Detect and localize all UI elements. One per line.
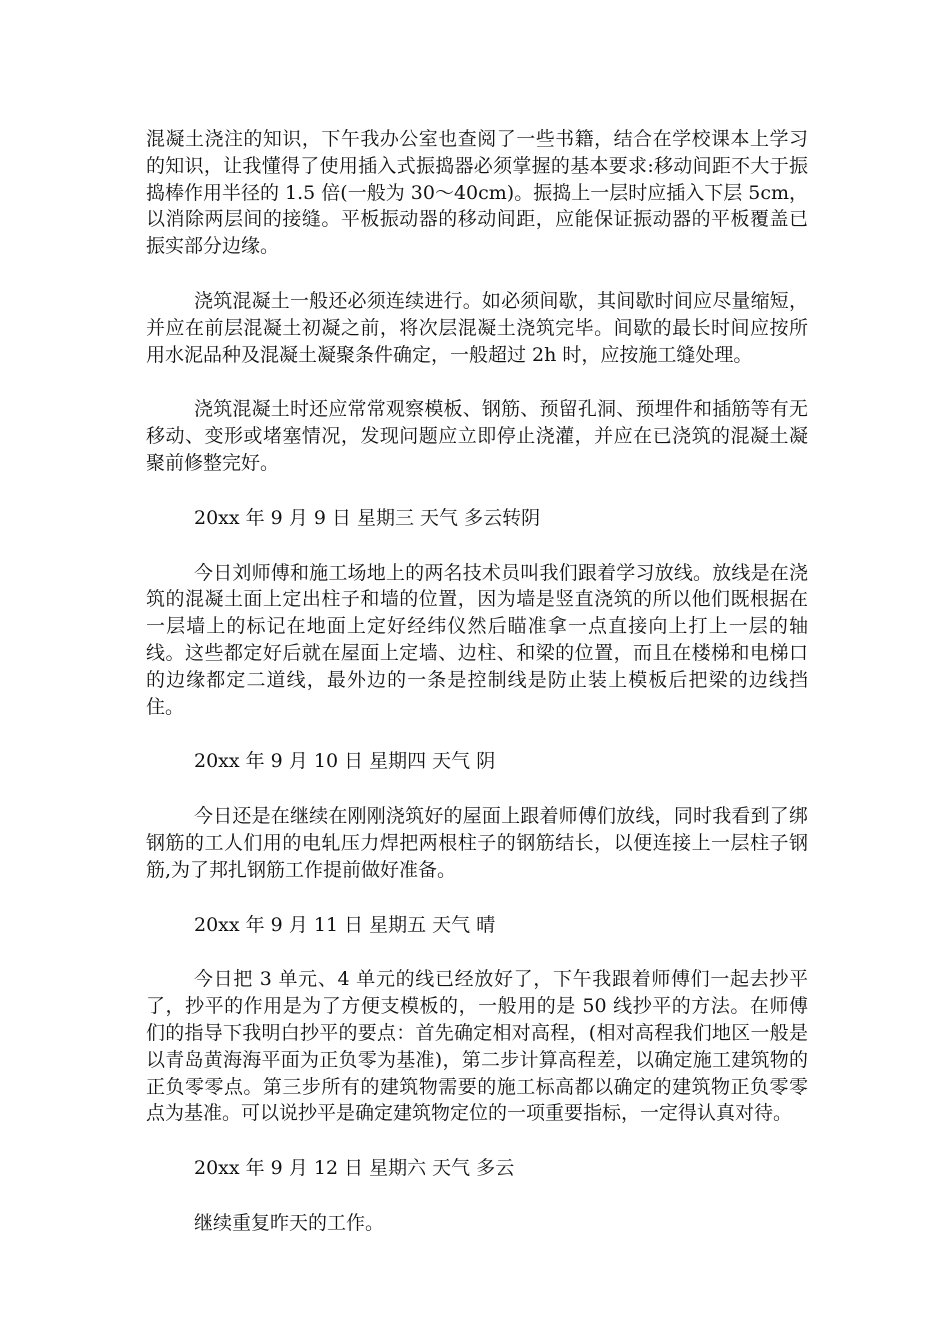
entry-body-sep-12: 继续重复昨天的工作。	[194, 1211, 385, 1234]
entry-body-sep-11: 今日把 3 单元、4 单元的线已经放好了，下午我跟着师傅们一起去抄平了，抄平的作用是为了方便支模板的，一般用的是 50 线抄平的方法。在师傅们的指导下我明白抄平的要点：首先确定相对高程，(相对高程我们地区一般是以青岛黄海海平面为正负零为基准)，第二步计算高程差，以确定施工建筑物的正负零零点。第三步所有的建筑物需要的施工标高都以确定的建筑物正负零零点为基准。可以说抄平是确定建筑物定位的一项重要指标，一定得认真对待。	[146, 968, 808, 1125]
paragraph-concrete-vibration: 混凝土浇注的知识，下午我办公室也查阅了一些书籍，结合在学校课本上学习的知识，让我懂得了使用插入式振捣器必须掌握的基本要求:移动间距不大于振捣棒作用半径的 1.5 倍(一般为 30～40cm)。振捣上一层时应插入下层 5cm，以消除两层间的接缝。平板振动器的移动间距，应能保证振动器的平板覆盖已振实部分边缘。	[146, 128, 808, 258]
entry-date-sep-10: 20xx 年 9 月 10 日 星期四 天气 阴	[194, 750, 496, 773]
document-page	[146, 126, 808, 1237]
entry-body-sep-10: 今日还是在继续在刚刚浇筑好的屋面上跟着师傅们放线，同时我看到了绑钢筋的工人们用的电轧压力焊把两根柱子的钢筋结长，以便连接上一层柱子钢筋,为了邦扎钢筋工作提前做好准备。	[146, 805, 808, 881]
paragraph-continuous-pouring: 浇筑混凝土一般还必须连续进行。如必须间歇，其间歇时间应尽量缩短，并应在前层混凝土初凝之前，将次层混凝土浇筑完毕。间歇的最长时间应按所用水泥品种及混凝土凝聚条件确定，一般超过 2h 时，应按施工缝处理。	[146, 289, 808, 366]
entry-body-sep-9: 今日刘师傅和施工场地上的两名技术员叫我们跟着学习放线。放线是在浇筑的混凝土面上定出柱子和墙的位置，因为墙是竖直浇筑的所以他们既根据在一层墙上的标记在地面上定好经纬仪然后瞄准拿一点直接向上打上一层的轴线。这些都定好后就在屋面上定墙、边柱、和梁的位置，而且在楼梯和电梯口的边缘都定二道线，最外边的一条是控制线是防止装上模板后把梁的边线挡住。	[146, 561, 808, 718]
entry-date-sep-12: 20xx 年 9 月 12 日 星期六 天气 多云	[194, 1157, 515, 1180]
entry-date-sep-11: 20xx 年 9 月 11 日 星期五 天气 晴	[194, 913, 496, 936]
entry-date-sep-9: 20xx 年 9 月 9 日 星期三 天气 多云转阴	[194, 506, 541, 529]
paragraph-inspection: 浇筑混凝土时还应常常观察模板、钢筋、预留孔洞、预埋件和插筋等有无移动、变形或堵塞情况，发现问题应立即停止浇灌，并应在已浇筑的混凝土凝聚前修整完好。	[146, 398, 808, 474]
